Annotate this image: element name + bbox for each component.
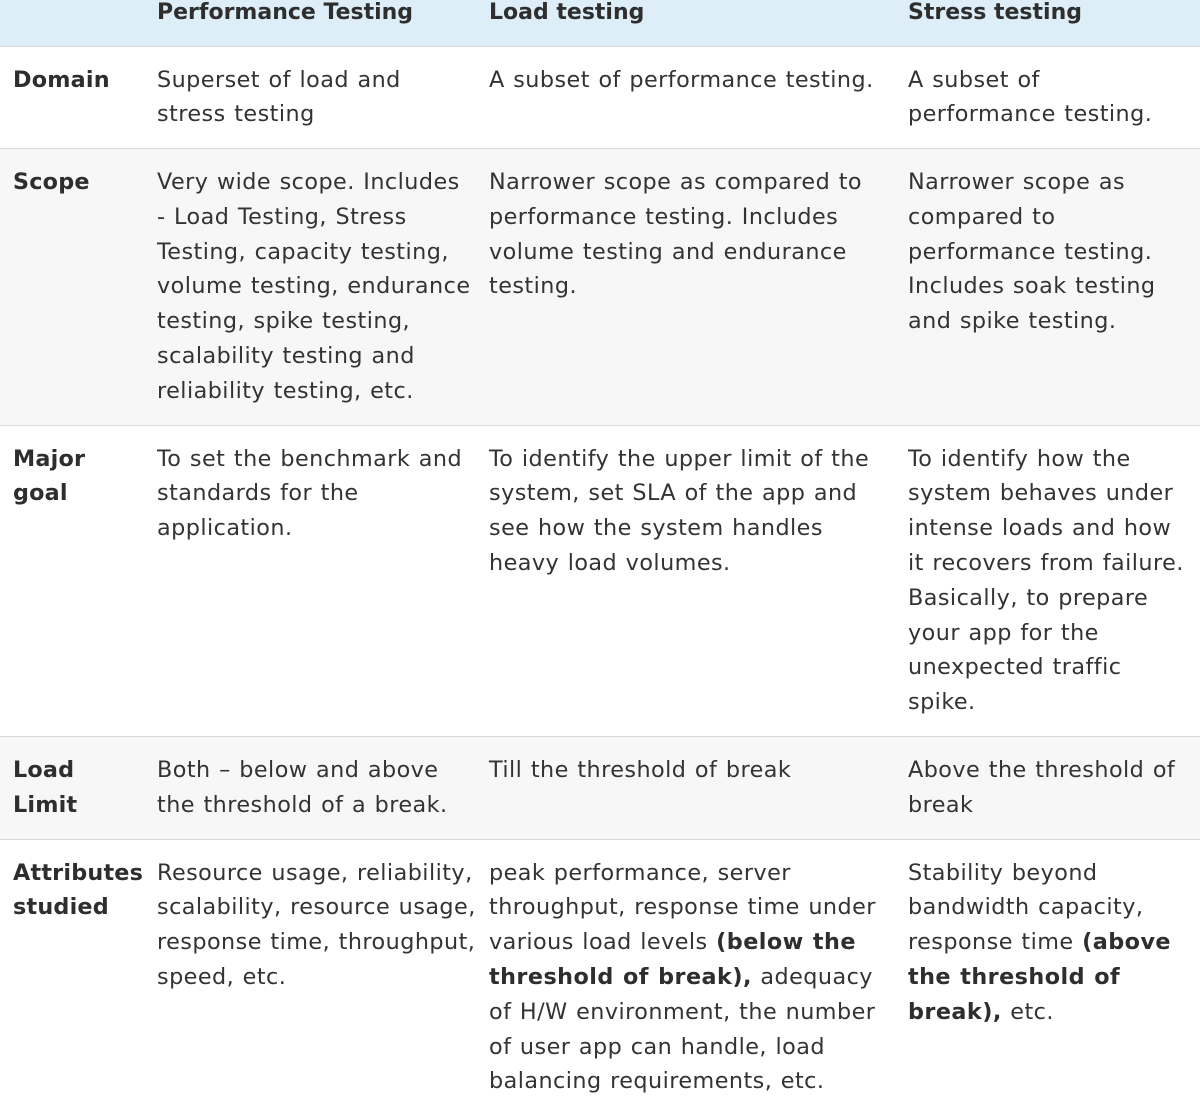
cell-performance: Very wide scope. Includes - Load Testing, Stress Testing, capacity testing, volume testing, endurance testing, spike testing, scalability testing and reliability testing, etc. [157, 169, 471, 404]
cell-stress: To identify how the system behaves under intense loads and how it recovers from failure. Basically, to prepare your app for the unexpected traffic spike. [908, 445, 1184, 716]
cell-performance: Both – below and above the threshold of a break. [157, 757, 448, 818]
row-load-limit [0, 737, 1200, 840]
row-label: Domain [13, 66, 110, 93]
bold-threshold-note: (below the threshold of break), [489, 929, 856, 991]
cell-stress: Narrower scope as compared to performance testing. Includes soak testing and spike testing. [908, 169, 1156, 335]
header-performance-testing: Performance Testing [157, 0, 414, 25]
text-before: Stability beyond bandwidth capacity, response time [908, 859, 1144, 956]
row-label: Load Limit [13, 757, 78, 818]
row-label: Attributes studied [13, 859, 144, 921]
cell-performance: Resource usage, reliability, scalability, resource usage, response time, throughput, speed, etc. [157, 859, 476, 991]
row-major-goal [0, 425, 1200, 736]
cell-performance: Superset of load and stress testing [157, 66, 401, 128]
header-load-testing: Load testing [489, 0, 645, 25]
row-label: Scope [13, 169, 90, 196]
row-scope [0, 149, 1200, 426]
text-after: etc. [1001, 998, 1054, 1025]
row-label: Major goal [13, 445, 86, 507]
cell-stress: A subset of performance testing. [908, 66, 1153, 128]
header-stress-testing: Stress testing [908, 0, 1082, 25]
cell-load: Narrower scope as compared to performance testing. Includes volume testing and endurance testing. [489, 169, 862, 300]
cell-performance: To set the benchmark and standards for the application. [157, 445, 463, 542]
text-before: peak performance, server throughput, response time under various load levels [489, 859, 876, 956]
cell-load: To identify the upper limit of the system, set SLA of the app and see how the system handles heavy load volumes. [489, 445, 870, 577]
text-after: adequacy of H/W environment, the number of user app can handle, load balancing requirements, etc. [489, 964, 876, 1095]
cell-stress: Above the threshold of break [908, 757, 1176, 818]
bold-threshold-note: (above the threshold of break), [908, 929, 1171, 1025]
row-domain [0, 46, 1200, 149]
cell-load: Till the threshold of break [489, 757, 792, 784]
cell-load: A subset of performance testing. [489, 66, 874, 93]
header-empty [0, 0, 144, 46]
header-row [0, 0, 1200, 46]
